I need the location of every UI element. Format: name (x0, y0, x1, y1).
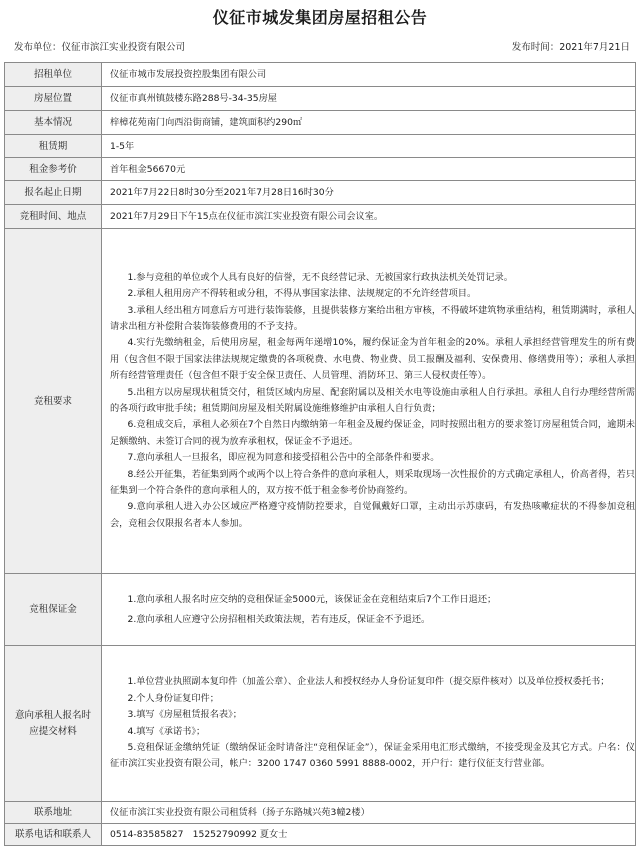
notice-table (4, 62, 636, 846)
deposit-label: 竞租保证金 (5, 574, 102, 646)
publisher: 发布单位：仪征市滨江实业投资有限公司 (14, 42, 186, 53)
row-label: 联系地址 (5, 802, 102, 824)
material-item: 3.填写《房屋租赁报名表》； (127, 709, 242, 721)
row-value: 首年租金56670元 (102, 158, 636, 181)
row-label: 租金参考价 (5, 158, 102, 181)
row-label: 基本情况 (5, 111, 102, 135)
material-item: 5.竞租保证金缴纳凭证（缴纳保证金时请备注“竞租保证金”），保证金采用电汇形式缴纳，不接受现金及其它方式。户名：仪征市滨江实业投资有限公司，帐户：3200 1747 0360 5991 8888-0002，开户行：建行仪征支行营业部。 (110, 741, 635, 770)
row-label: 招租单位 (5, 63, 102, 87)
table-row (5, 802, 636, 824)
table-row-materials (5, 646, 636, 802)
materials-list (102, 646, 636, 802)
row-value: 仪征市真州镇鼓楼东路288号-34-35房屋 (102, 87, 636, 111)
deposit-item: 2.意向承租人应遵守公房招租相关政策法规，若有违反，保证金不予退还。 (127, 613, 431, 625)
page-title: 仪征市城发集团房屋招租公告 (212, 8, 428, 27)
table-row-requirements (5, 229, 636, 574)
table-row (5, 135, 636, 158)
requirements-label: 竞租要求 (5, 229, 102, 574)
table-row (5, 181, 636, 205)
table-row-deposit (5, 574, 636, 646)
row-value: 1-5年 (102, 135, 636, 158)
material-item: 1.单位营业执照副本复印件（加盖公章）、企业法人和授权经办人身份证复印件（提交原件核对）以及单位授权委托书； (127, 676, 610, 688)
requirement-item: 8.经公开征集，若征集到两个或两个以上符合条件的意向承租人，则采取现场一次性报价的方式确定承租人，价高者得，若只征集到一个符合条件的意向承租人的，双方按不低于租金参考价协商签约。 (110, 468, 635, 497)
requirement-item: 5.出租方以房屋现状租赁交付，租赁区域内房屋、配套附属以及相关水电等设施由承租人自行承担。承租人自行办理经营所需的各项行政审批手续；租赁期间房屋及相关附属设施维修维护由承租人自行负责； (110, 386, 635, 414)
materials-label-line: 意向承租人报名时 (14, 709, 91, 721)
materials-label-line: 应提交材料 (29, 725, 77, 737)
requirement-item: 3.承租人经出租方同意后方可进行装饰装修，且提供装修方案给出租方审核，不得破坏建筑物承重结构，租赁期满时，承租人请求出租方补偿附合装饰装修费用的不予支持。 (110, 304, 635, 332)
publish-time: 发布时间：2021年7月21日 (511, 42, 630, 53)
row-value: 2021年7月22日8时30分至2021年7月28日16时30分 (102, 181, 636, 205)
requirement-item: 6.竞租成交后，承租人必须在7个自然日内缴纳第一年租金及履约保证金，同时按照出租方的要求签订房屋租赁合同，逾期未足额缴纳、未签订合同的视为放弃承租权，保证金不予退还。 (110, 419, 635, 447)
row-label: 报名起止日期 (5, 181, 102, 205)
row-value: 仪征市城市发展投资控股集团有限公司 (102, 63, 636, 87)
row-value: 0514-83585827 15252790992 夏女士 (102, 824, 636, 846)
row-value: 仪征市滨江实业投资有限公司租赁科（扬子东路城兴苑3幢2楼） (102, 802, 636, 824)
table-row (5, 158, 636, 181)
requirement-item: 4.实行先缴纳租金，后使用房屋，租金每两年递增10%，履约保证金为首年租金的20%。承租人承担经营管理发生的所有费用（包含但不限于国家法律法规规定缴费的各项税费、水电费、物业费、员工报酬及福利、安保费用、修缮费用等）；承租人承担所有经营管理责任（包含但不限于安全保卫责任、人员管理、消防环卫、第三人侵权责任等）。 (110, 337, 635, 382)
row-value: 2021年7月29日下午15点在仪征市滨江实业投资有限公司会议室。 (102, 205, 636, 229)
row-label: 联系电话和联系人 (5, 824, 102, 846)
table-row (5, 111, 636, 135)
table-row (5, 87, 636, 111)
materials-label (5, 646, 102, 802)
row-label: 租赁期 (5, 135, 102, 158)
table-row (5, 63, 636, 87)
requirement-item: 9.意向承租人进入办公区域应严格遵守疫情防控要求，自觉佩戴好口罩，主动出示苏康码，有发热咳嗽症状的不得参加竞租会，竞租会仅限报名者本人参加。 (110, 501, 635, 529)
requirement-item: 2.承租人租用房产不得转租或分租，不得从事国家法律、法规规定的不允许经营项目。 (127, 288, 477, 300)
requirements-list (102, 229, 636, 574)
requirement-item: 7.意向承租人一旦报名，即应视为同意和接受招租公告中的全部条件和要求。 (127, 452, 440, 464)
requirement-item: 1.参与竞租的单位或个人具有良好的信誉，无不良经营记录、无被国家行政执法机关处罚记录。 (127, 271, 513, 283)
material-item: 4.填写《承诺书》； (127, 725, 206, 737)
table-row (5, 824, 636, 846)
row-value: 梓樟花苑南门向西沿街商铺，建筑面积约290㎡ (102, 111, 636, 135)
material-item: 2.个人身份证复印件； (127, 692, 219, 704)
row-label: 竞租时间、地点 (5, 205, 102, 229)
row-label: 房屋位置 (5, 87, 102, 111)
table-row (5, 205, 636, 229)
deposit-item: 1.意向承租人报名时应交纳的竞租保证金5000元，该保证金在竞租结束后7个工作日退还； (127, 593, 497, 605)
deposit-list (102, 574, 636, 646)
